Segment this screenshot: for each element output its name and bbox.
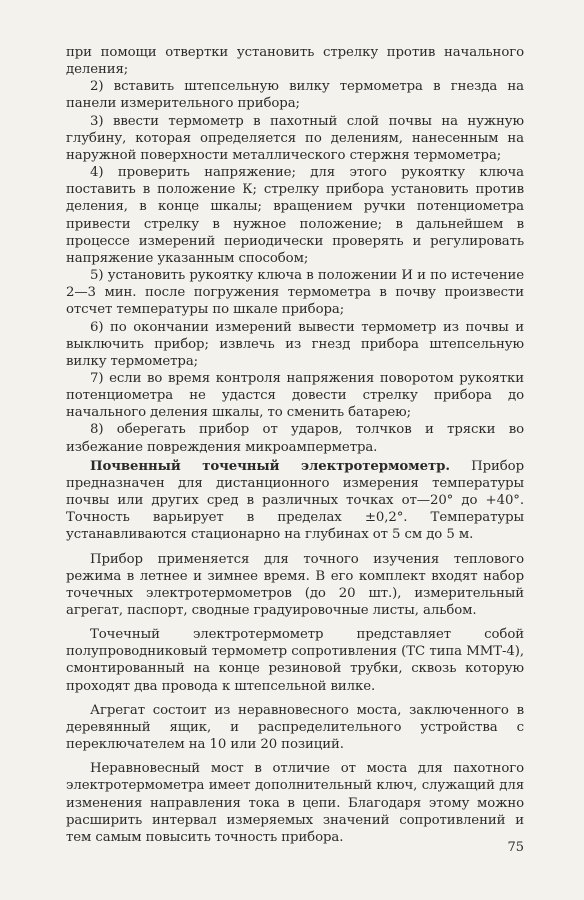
paragraph-step-5: 5) установить рукоятку ключа в положении И и по истечение 2—3 мин. после погружения термометра в почву произвести отсчет температуры по шкале прибора; <box>66 268 524 318</box>
paragraph-thermometer-intro <box>66 458 524 544</box>
paragraph-aggregate: Агрегат состоит из неравновесного моста, заключенного в деревянный ящик, и распределительного устройства с переключателем на 10 или 20 позиций. <box>66 702 524 753</box>
paragraph-bridge: Неравновесный мост в отличие от моста для пахотного электротермометра имеет дополнительный ключ, служащий для изменения направления тока в цепи. Благодаря этому можно расширить интервал измеряемых значений сопротивлений и тем самым повысить точность прибора. <box>66 761 524 845</box>
paragraph-step-6: 6) по окончании измерений вывести термометр из почвы и выключить прибор; извлечь из гнезд прибора штепсельную вилку термометра; <box>66 319 524 369</box>
paragraph-step-2: 2) вставить штепсельную вилку термометра в гнезда на панели измерительного прибора; <box>66 79 524 112</box>
page-number: 75 <box>507 840 524 855</box>
paragraph-step-3: 3) ввести термометр в пахотный слой почвы на нужную глубину, которая определяется по делениям, нанесенным на наружной поверхности металлического стержня термометра; <box>66 113 524 163</box>
paragraph-thermometer-description: Точечный электротермометр представляет собой полупроводниковый термометр сопротивления (ТС типа ММТ-4), смонтированный на конце резиновой трубки, сквозь которую проходят два провода к штепсельной вилке. <box>66 627 524 694</box>
paragraph-step-4: 4) проверить напряжение; для этого рукоятку ключа поставить в положение К; стрелку прибора установить против деления, в конце шкалы; вращением ручки потенциометра привести стрелку в нужное положение; в дальнейшем в процессе измерений периодически проверять и регулировать напряжение указанным способом; <box>66 165 524 266</box>
paragraph-step-7: 7) если во время контроля напряжения поворотом рукоятки потенциометра не удастся довести стрелку прибора до начального деления шкалы, то сменить батарею; <box>66 370 524 421</box>
section-intro-text: Прибор предназначен для дистанционного измерения температуры почвы или других сред в различных точках от—20° до +40°. Точность варьирует в пределах ±0,2°. Температуры устанавливаются стационарно на глубинах от 5 см до 5 м. <box>66 458 524 543</box>
section-heading: Почвенный точечный электротермометр. <box>90 458 450 474</box>
paragraph-usage: Прибор применяется для точного изучения теплового режима в летнее и зимнее время. В его комплект входят набор точечных электротермометров (до 20 шт.), измерительный агрегат, паспорт, сводные градуировочные листы, альбом. <box>66 551 524 618</box>
paragraph-step-8: 8) оберегать прибор от ударов, толчков и тряски во избежание повреждения микроамперметра. <box>66 422 524 455</box>
paragraph-step-1-end: при помощи отвертки установить стрелку против начального деления; <box>66 45 524 78</box>
